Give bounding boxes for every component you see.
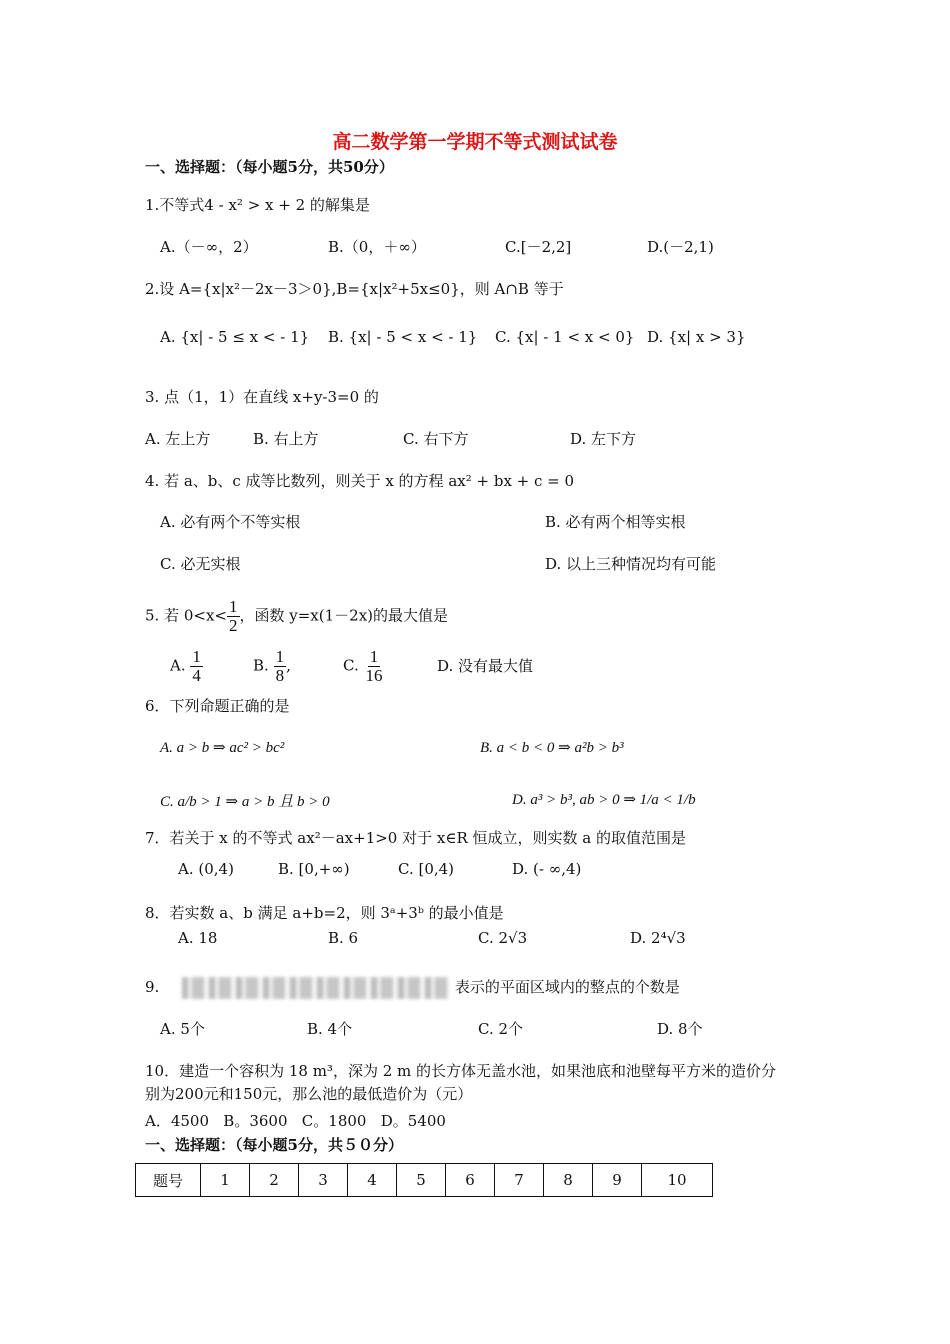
fraction-numerator: 1: [275, 647, 285, 666]
q1-option-b: B.（0，＋∞）: [328, 238, 426, 256]
q9-number: 9.: [145, 978, 160, 996]
q9-stem-text: 表示的平面区域内的整点的个数是: [454, 978, 680, 996]
q5-stem-pre: 5. 若 0<x<: [145, 606, 227, 625]
q5-option-c: [343, 648, 385, 685]
q9-option-a: A. 5个: [160, 1020, 205, 1038]
q3-option-a: A. 左上方: [145, 430, 211, 448]
q6-option-b: B. a < b < 0 ⇒ a²b > b³: [480, 740, 624, 756]
option-fraction: [190, 648, 203, 685]
q7-option-c: C. [0,4): [398, 860, 455, 878]
fraction-denominator: 2: [229, 615, 238, 635]
q9-option-c: C. 2个: [478, 1020, 524, 1038]
option-fraction: [274, 648, 287, 685]
q2-option-b: B. {x| - 5 < x < - 1}: [328, 328, 478, 346]
q4-option-b: B. 必有两个相等实根: [545, 513, 686, 531]
question-6-stem: 6．下列命题正确的是: [145, 697, 290, 715]
option-label: A.: [170, 656, 186, 675]
fraction-denominator: 16: [365, 665, 383, 685]
q4-option-a: A. 必有两个不等实根: [160, 513, 301, 531]
q3-option-b: B. 右上方: [253, 430, 319, 448]
answer-table: [135, 1163, 713, 1197]
table-cell: 4: [348, 1164, 397, 1197]
q8-option-c: C. 2√3: [478, 929, 528, 947]
question-8-stem: 8．若实数 a、b 满足 a+b=2，则 3ᵃ+3ᵇ 的最小值是: [145, 904, 504, 922]
question-7-stem: 7．若关于 x 的不等式 ax²－ax+1>0 对于 x∈R 恒成立，则实数 a 的取值范围是: [145, 829, 686, 847]
q1-option-a: A.（－∞，2）: [160, 238, 258, 256]
fraction-numerator: 1: [229, 597, 238, 616]
q6-option-a: A. a > b ⇒ ac² > bc²: [160, 740, 285, 756]
q5-option-b: B. $\frac{1}{8}$ ,: [253, 647, 291, 685]
q7-option-b: B. [0,+∞): [278, 860, 350, 878]
q5-option-a: [170, 648, 203, 685]
question-5-stem: [145, 598, 448, 635]
question-4-stem: 4. 若 a、b、c 成等比数列，则关于 x 的方程 ax² + bx + c = 0: [145, 472, 575, 490]
q3-option-c: C. 右下方: [403, 430, 469, 448]
q1-option-d: D.(－2,1): [647, 238, 714, 256]
question-2-stem: 2.设 A={x|x²－2x－3＞0},B={x|x²+5x≤0}，则 A∩B 等于: [145, 280, 564, 298]
answer-section-header: 一、选择题：（每小题5分，共５０分）: [145, 1136, 403, 1154]
table-cell: 10: [642, 1164, 713, 1197]
fraction-denominator: 4: [192, 665, 201, 685]
table-cell: 3: [299, 1164, 348, 1197]
option-label: D.: [437, 657, 454, 675]
fraction-numerator: 1: [369, 647, 379, 666]
page-title: 高二数学第一学期不等式测试试卷: [332, 131, 618, 153]
q4-option-c: C. 必无实根: [160, 555, 241, 573]
question-1-stem: 1.不等式4 - x² > x + 2 的解集是: [145, 196, 370, 214]
q10-options: A．4500 B。3600 C。1800 D。5400: [145, 1112, 446, 1130]
table-cell: 1: [201, 1164, 250, 1197]
q7-option-a: A. (0,4): [178, 860, 234, 878]
option-label: C.: [343, 656, 359, 675]
q6-option-d: D. a³ > b³, ab > 0 ⇒ 1/a < 1/b: [512, 792, 696, 808]
table-cell: 2: [250, 1164, 299, 1197]
q4-option-d: D. 以上三种情况均有可能: [545, 555, 717, 573]
q5-option-d: [437, 655, 533, 676]
table-row: [136, 1164, 713, 1197]
q5-stem-post: ，函数 y=x(1－2x)的最大值是: [239, 606, 449, 625]
q2-option-c: C. {x| - 1 < x < 0}: [495, 328, 635, 346]
q2-option-a: A. {x| - 5 ≤ x < - 1}: [160, 328, 310, 346]
table-cell: 9: [593, 1164, 642, 1197]
q7-option-d: D. (- ∞,4): [512, 860, 582, 878]
q5-stem-fraction: [227, 598, 240, 635]
question-10-stem-line1: 10．建造一个容积为 18 m³，深为 2 m 的长方体无盖水池，如果池底和池壁每平方米的造价分: [145, 1062, 777, 1080]
q8-option-d: D. 2⁴√3: [630, 929, 686, 947]
q3-option-d: D. 左下方: [570, 430, 637, 448]
q6-option-c: C. a/b > 1 ⇒ a > b 且 b > 0: [160, 794, 330, 810]
question-9-stem: [145, 976, 680, 999]
q9-option-b: B. 4个: [307, 1020, 353, 1038]
q2-option-d: D. {x| x > 3}: [647, 328, 746, 346]
table-header-cell: 题号: [136, 1164, 201, 1197]
option-label: B.: [253, 656, 269, 675]
fraction-numerator: 1: [192, 647, 201, 666]
section-header: 一、选择题：（每小题5分，共50分）: [145, 158, 394, 176]
q8-option-a: A. 18: [178, 929, 218, 947]
blurred-inequality-system: [182, 977, 450, 999]
table-cell: 7: [495, 1164, 544, 1197]
table-cell: 6: [446, 1164, 495, 1197]
q9-option-d: D. 8个: [657, 1020, 703, 1038]
table-cell: 8: [544, 1164, 593, 1197]
q8-option-b: B. 6: [328, 929, 359, 947]
question-3-stem: 3. 点（1，1）在直线 x+y-3=0 的: [145, 388, 379, 406]
question-10-stem-line2: 别为200元和150元，那么池的最低造价为（元）: [145, 1085, 473, 1103]
table-cell: 5: [397, 1164, 446, 1197]
q1-option-c: C.[－2,2]: [505, 238, 572, 256]
fraction-denominator: 8: [275, 665, 285, 685]
option-text: 没有最大值: [458, 657, 534, 675]
option-fraction: [364, 648, 385, 685]
